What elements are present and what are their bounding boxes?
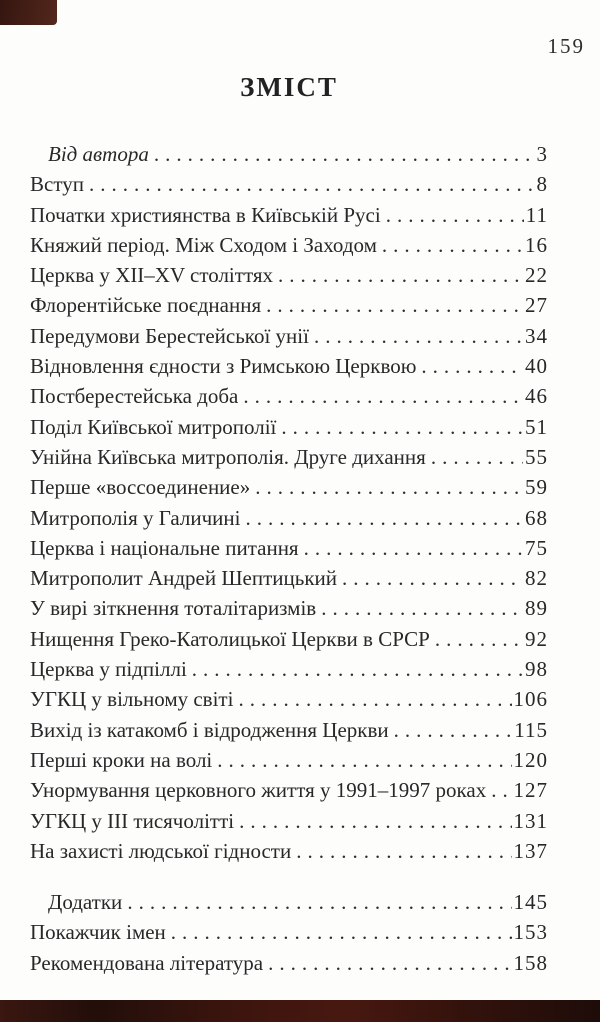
toc-entry — [30, 951, 548, 981]
toc-entry-title: Покажчик імен — [30, 920, 166, 945]
toc-entry — [30, 233, 548, 263]
dot-leader — [431, 445, 523, 470]
toc-entry-title: На захисті людської гідности — [30, 838, 292, 863]
toc-entry — [30, 809, 548, 839]
dot-leader — [491, 778, 511, 803]
toc-entry — [30, 142, 548, 172]
toc-entry-page: 3 — [536, 142, 548, 166]
page-number: 159 — [547, 34, 585, 58]
toc-entry-title: Додатки — [48, 890, 123, 915]
toc-entry — [30, 596, 548, 626]
dot-leader — [314, 324, 523, 349]
toc-entry — [30, 566, 548, 596]
toc-entry-page: 46 — [525, 384, 548, 409]
dot-leader — [342, 566, 523, 591]
toc-entry-title: У вирі зіткнення тоталітаризмів — [30, 596, 317, 621]
toc-entry — [30, 172, 548, 202]
toc-entry-title: Митрополія у Галичині — [30, 505, 241, 530]
dot-leader — [394, 718, 513, 743]
toc-entry — [30, 890, 548, 920]
toc-entry-page: 40 — [525, 354, 548, 379]
toc-entry-title: Митрополит Андрей Шептицький — [30, 566, 338, 591]
toc-entry-page: 145 — [513, 890, 548, 915]
toc-entry-page: 22 — [525, 263, 548, 288]
toc-entry-title: Флорентійське поєднання — [30, 293, 262, 318]
toc-entry-title: УГКЦ у III тисячолітті — [30, 808, 235, 833]
toc-entry-title: Нищення Греко-Католицької Церкви в СРСР — [30, 626, 430, 651]
toc-entry — [30, 293, 548, 323]
toc-entry-page: 115 — [514, 717, 548, 742]
dot-leader — [217, 748, 511, 773]
dot-leader — [246, 506, 524, 531]
toc-entry-title: Перші кроки на волі — [30, 747, 213, 772]
toc-entry-page: 8 — [536, 172, 548, 197]
toc-entry-page: 127 — [513, 778, 548, 803]
toc-entry-title: Поділ Київської митрополії — [30, 414, 277, 439]
toc-entry-page: 106 — [513, 687, 548, 712]
toc-entry — [30, 687, 548, 717]
dot-leader — [171, 920, 512, 945]
toc-entry-page: 82 — [525, 566, 548, 591]
toc-entry — [30, 475, 548, 505]
toc-entry-page: 16 — [525, 232, 548, 257]
toc-entry-page: 131 — [513, 808, 548, 833]
toc-entry-page: 153 — [513, 920, 548, 945]
dot-leader — [127, 890, 511, 915]
toc-entry-title: Унормування церковного життя у 1991–1997 роках — [30, 778, 487, 803]
toc-entry-page: 68 — [525, 505, 548, 530]
dot-leader — [192, 657, 523, 682]
dot-leader — [386, 203, 524, 228]
toc-entry-page: 158 — [513, 950, 548, 975]
toc-entry — [30, 839, 548, 869]
toc-entry-title: Відновлення єдности з Римською Церквою — [30, 354, 417, 379]
toc-entry-page: 51 — [525, 414, 548, 439]
toc-entry-title: Унійна Київська митрополія. Друге дихання — [30, 444, 426, 469]
toc-entry — [30, 748, 548, 778]
toc-entry-page: 27 — [525, 293, 548, 318]
toc-entry — [30, 506, 548, 536]
dot-leader — [304, 536, 523, 561]
toc-entry-page: 137 — [513, 838, 548, 863]
toc-entry — [30, 384, 548, 414]
toc-entry-title: Церква у XII–XV століттях — [30, 263, 273, 288]
toc-entry-title: Вступ — [30, 172, 84, 197]
toc-entry — [30, 445, 548, 475]
dot-leader — [154, 142, 535, 167]
toc-entry-page: 11 — [525, 202, 548, 227]
dot-leader — [238, 687, 511, 712]
dot-leader — [382, 233, 523, 258]
toc-entry-title: Перше «воссоединение» — [30, 475, 251, 500]
toc-entry-page: 89 — [525, 596, 548, 621]
toc-entry — [30, 415, 548, 445]
toc-entry-page: 34 — [525, 323, 548, 348]
dot-leader — [321, 596, 523, 621]
toc-entry-page: 59 — [525, 475, 548, 500]
toc-entry-title: Рекомендована література — [30, 950, 264, 975]
toc-entry-title: Початки християнства в Київській Русі — [30, 202, 381, 227]
dot-leader — [281, 415, 523, 440]
toc-entry — [30, 718, 548, 748]
toc-list — [30, 142, 548, 981]
toc-entry — [30, 203, 548, 233]
toc-entry-title: Постберестейська доба — [30, 384, 239, 409]
page-title: ЗМІСТ — [240, 72, 338, 102]
dot-leader — [255, 475, 523, 500]
toc-entry — [30, 627, 548, 657]
toc-entry-page: 92 — [525, 626, 548, 651]
dot-leader — [421, 354, 523, 379]
toc-entry — [30, 778, 548, 808]
toc-entry-page: 75 — [525, 535, 548, 560]
toc-entry-title: Церква у підпіллі — [30, 657, 187, 682]
dot-leader — [89, 172, 535, 197]
toc-entry-title: УГКЦ у вільному світі — [30, 687, 234, 712]
dot-leader — [243, 384, 523, 409]
toc-entry — [30, 920, 548, 950]
toc-entry-page: 55 — [525, 444, 548, 469]
toc-entry-title: Передумови Берестейської унії — [30, 323, 309, 348]
toc-entry-page: 120 — [513, 747, 548, 772]
dot-leader — [278, 263, 523, 288]
dot-leader — [268, 951, 511, 976]
toc-entry-title: Від автора — [48, 142, 149, 166]
toc-entry-title: Княжий період. Між Сходом і Заходом — [30, 232, 377, 257]
toc-entry — [30, 324, 548, 354]
book-cover-top-strip — [0, 0, 57, 25]
toc-entry — [30, 263, 548, 293]
dot-leader — [296, 839, 511, 864]
toc-entry — [30, 657, 548, 687]
toc-entry-title: Вихід із катакомб і відродження Церкви — [30, 717, 389, 742]
toc-entry-page: 98 — [525, 657, 548, 682]
toc-entry — [30, 354, 548, 384]
dot-leader — [239, 809, 511, 834]
toc-entry-title: Церква і національне питання — [30, 535, 299, 560]
toc-entry — [30, 536, 548, 566]
book-cover-bottom-strip — [0, 1000, 600, 1022]
dot-leader — [435, 627, 523, 652]
dot-leader — [266, 293, 523, 318]
